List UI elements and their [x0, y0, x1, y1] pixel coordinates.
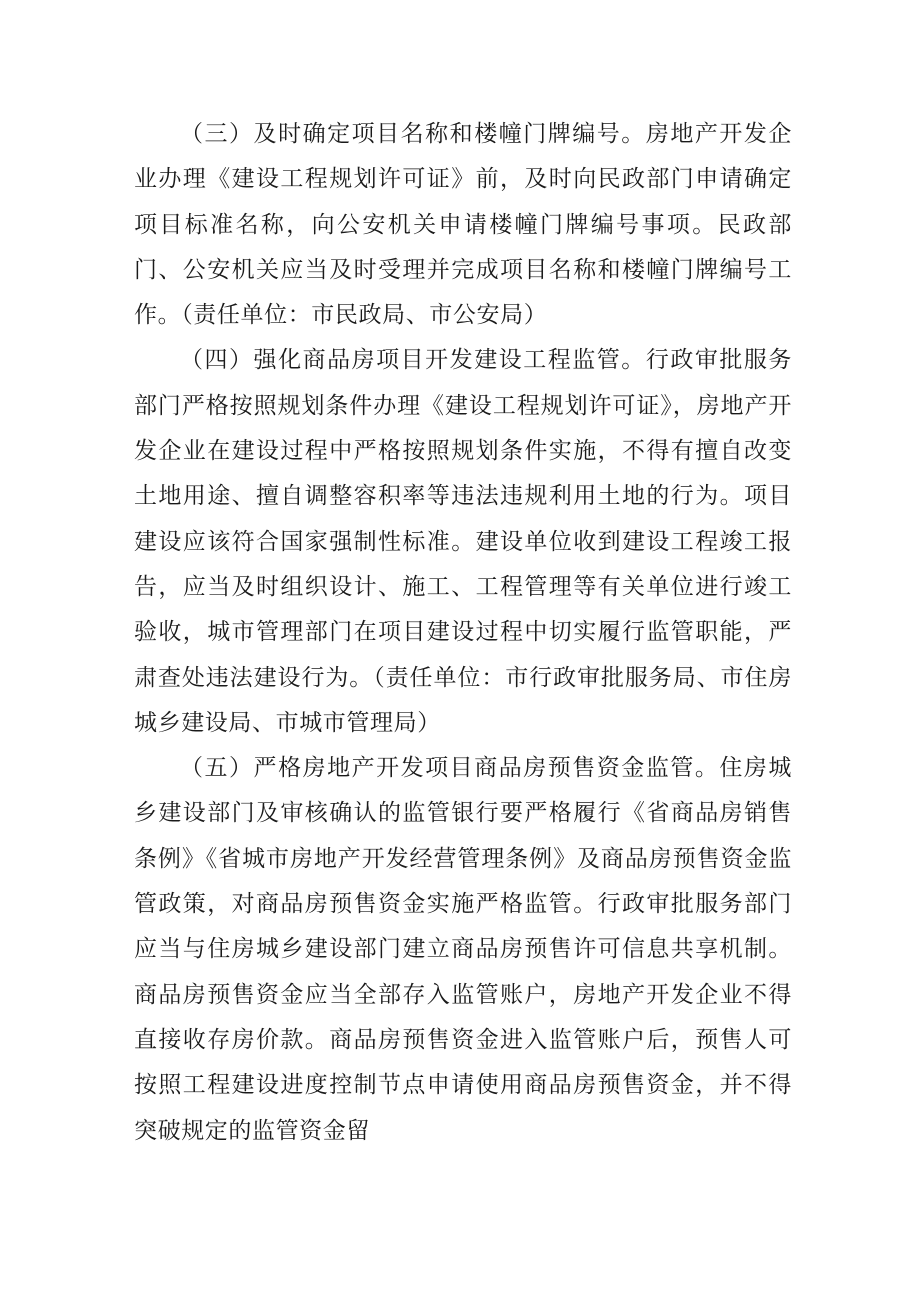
paragraph-item-3: （三）及时确定项目名称和楼幢门牌编号。房地产开发企业办理《建设工程规划许可证》前，及时向民政部门申请确定项目标准名称，向公安机关申请楼幢门牌编号事项。民政部门、公安机关应当及时受理并完成项目名称和楼幢门牌编号工作。（责任单位：市民政局、市公安局）	[134, 121, 792, 329]
paragraph-item-5: （五）严格房地产开发项目商品房预售资金监管。住房城乡建设部门及审核确认的监管银行要严格履行《省商品房销售条例》《省城市房地产开发经营管理条例》及商品房预售资金监管政策，对商品房预售资金实施严格监管。行政审批服务部门应当与住房城乡建设部门建立商品房预售许可信息共享机制。商品房预售资金应当全部存入监管账户，房地产开发企业不得直接收存房价款。商品房预售资金进入监管账户后，预售人可按照工程建设进度控制节点申请使用商品房预售资金，并不得突破规定的监管资金留	[134, 755, 792, 1144]
paragraph-item-4: （四）强化商品房项目开发建设工程监管。行政审批服务部门严格按照规划条件办理《建设工程规划许可证》，房地产开发企业在建设过程中严格按照规划条件实施，不得有擅自改变土地用途、擅自调整容积率等违法违规利用土地的行为。项目建设应该符合国家强制性标准。建设单位收到建设工程竣工报告，应当及时组织设计、施工、工程管理等有关单位进行竣工验收，城市管理部门在项目建设过程中切实履行监管职能，严肃查处违法建设行为。（责任单位：市行政审批服务局、市住房城乡建设局、市城市管理局）	[134, 347, 792, 736]
document-body	[134, 112, 792, 1154]
